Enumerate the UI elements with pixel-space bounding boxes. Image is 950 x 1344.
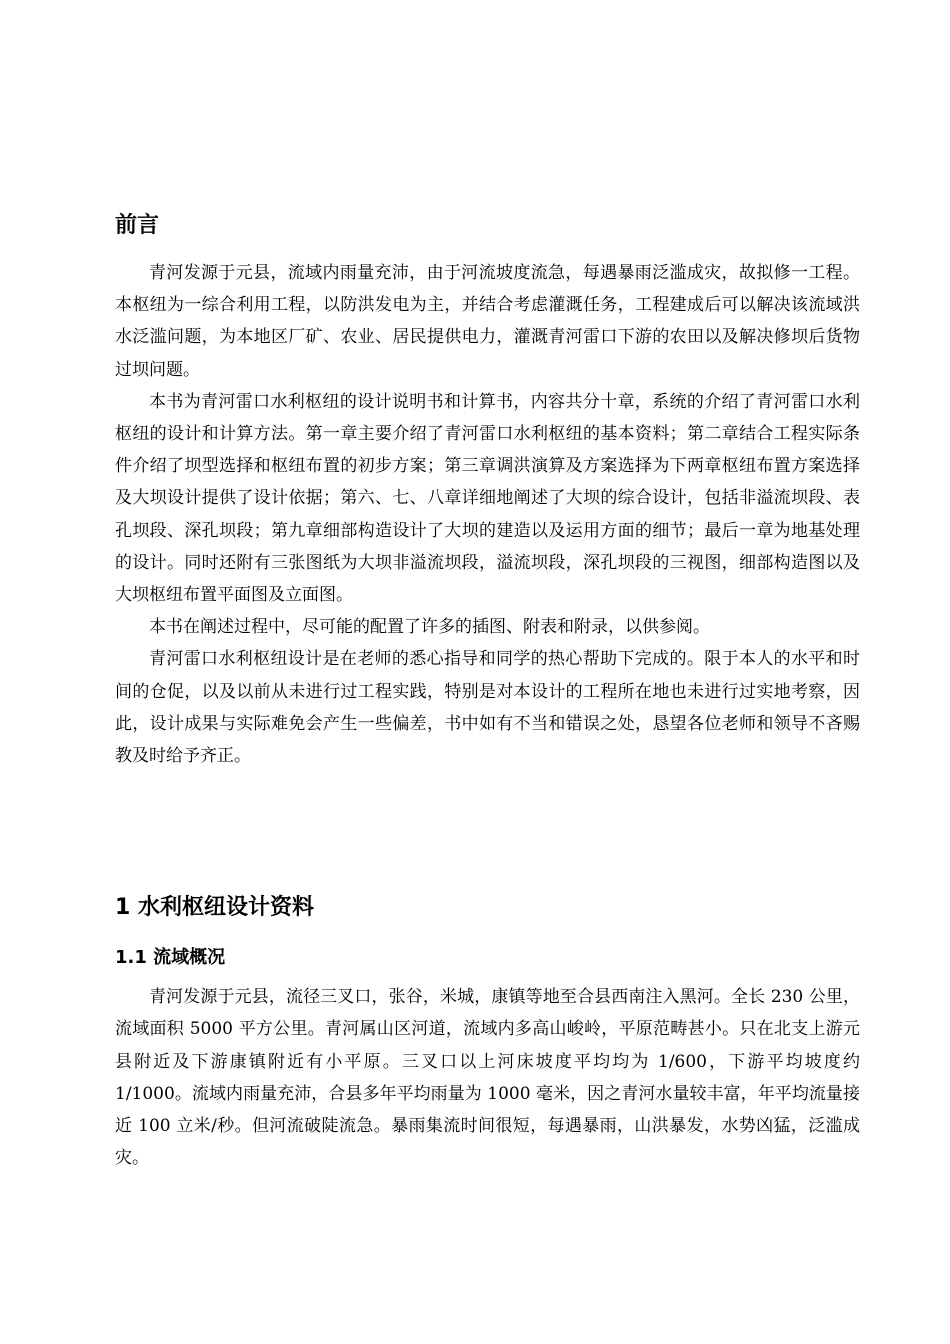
preface-paragraph-4: 青河雷口水利枢纽设计是在老师的悉心指导和同学的热心帮助下完成的。限于本人的水平和时间的仓促，以及以前从未进行过工程实践，特别是对本设计的工程所在地也未进行过实地考察，因此，设计成果与实际难免会产生一些偏差，书中如有不当和错误之处，恳望各位老师和领导不吝赐教及时给予齐正。 <box>115 649 860 767</box>
preface-body <box>115 257 860 772</box>
section-1-1-body <box>115 981 860 1175</box>
preface-paragraph-1: 青河发源于元县，流域内雨量充沛，由于河流坡度流急，每遇暴雨泛滥成灾，故拟修一工程。本枢纽为一综合利用工程，以防洪发电为主，并结合考虑灌溉任务，工程建成后可以解决该流域洪水泛滥问题，为本地区厂矿、农业、居民提供电力，灌溉青河雷口下游的农田以及解决修坝后货物过坝问题。 <box>115 263 860 380</box>
section-1-1-paragraph-1: 青河发源于元县，流径三叉口，张谷，米城，康镇等地至合县西南注入黑河。全长 230 公里，流域面积 5000 平方公里。青河属山区河道，流域内多高山峻岭，平原范畴甚小。只在北支上游元县附近及下游康镇附近有小平原。三叉口以上河床坡度平均均为 1/600，下游平均坡度约 1/1000。流域内雨量充沛，合县多年平均雨量为 1000 毫米，因之青河水量较丰富，年平均流量接近 100 立米/秒。但河流破陡流急。暴雨集流时间很短，每遇暴雨，山洪暴发，水势凶猛，泛滥成灾。 <box>115 987 860 1169</box>
chapter-1-heading: 1 水利枢纽设计资料 <box>115 895 314 920</box>
preface-paragraph-3: 本书在阐述过程中，尽可能的配置了许多的插图、附表和附录，以供参阅。 <box>149 617 710 638</box>
preface-heading: 前言 <box>115 213 160 238</box>
preface-paragraph-2: 本书为青河雷口水利枢纽的设计说明书和计算书，内容共分十章，系统的介绍了青河雷口水利枢纽的设计和计算方法。第一章主要介绍了青河雷口水利枢纽的基本资料；第二章结合工程实际条件介绍了坝型选择和枢纽布置的初步方案；第三章调洪演算及方案选择为下两章枢纽布置方案选择及大坝设计提供了设计依据；第六、七、八章详细地阐述了大坝的综合设计，包括非溢流坝段、表孔坝段、深孔坝段；第九章细部构造设计了大坝的建造以及运用方面的细节；最后一章为地基处理的设计。同时还附有三张图纸为大坝非溢流坝段，溢流坝段，深孔坝段的三视图，细部构造图以及大坝枢纽布置平面图及立面图。 <box>115 391 860 606</box>
section-1-1-heading: 1.1 流域概况 <box>115 947 226 968</box>
